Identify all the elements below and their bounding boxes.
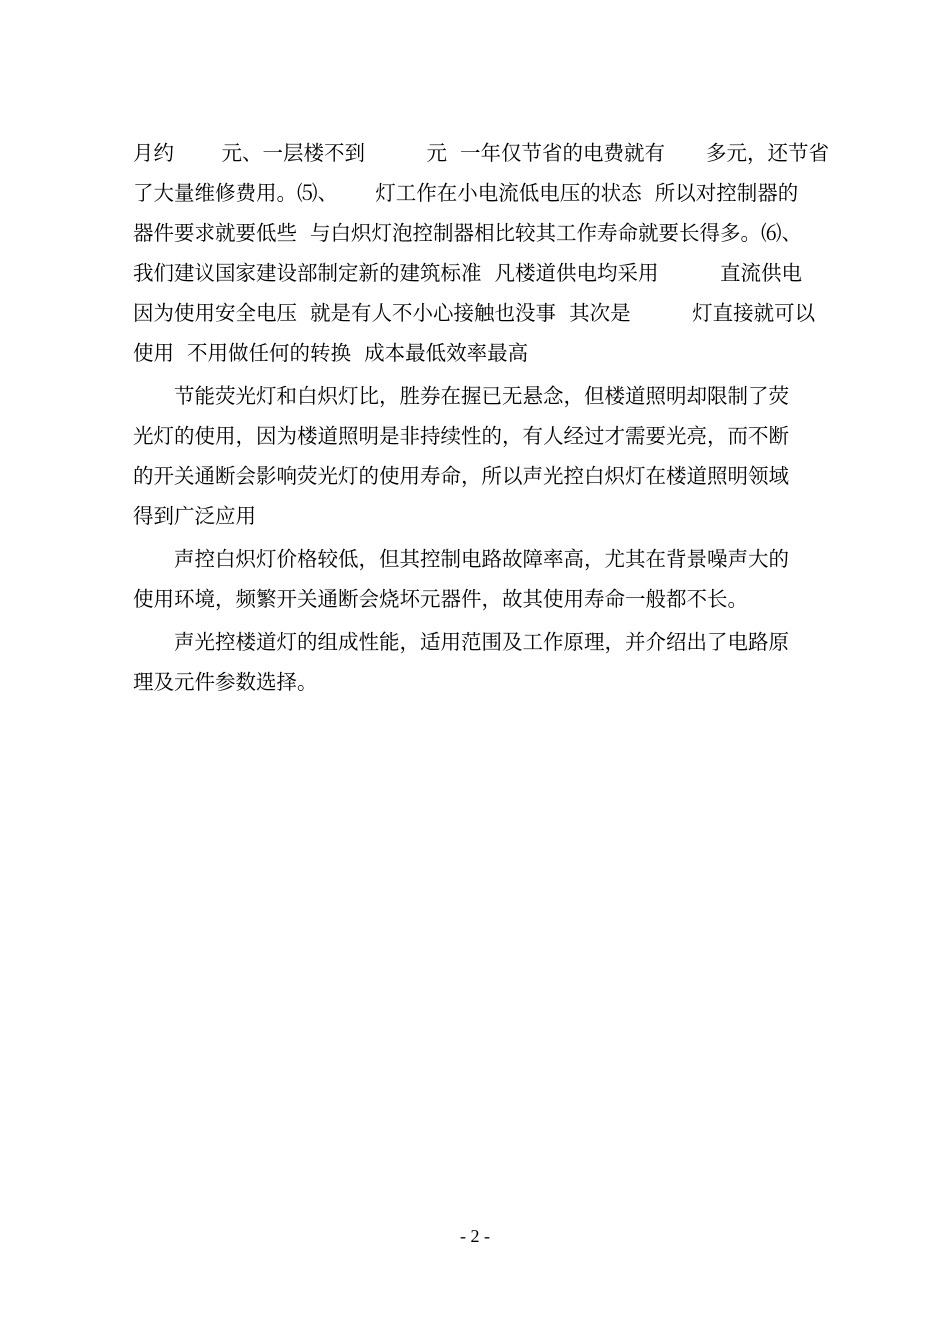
text-line: 了大量维修费用。⑸、 灯工作在小电流低电压的状态 所以对控制器的 xyxy=(133,181,799,205)
body-text xyxy=(133,133,849,702)
text-line: 声光控楼道灯的组成性能，适用范围及工作原理，并介绍出了电路原 xyxy=(133,630,789,654)
paragraph-4 xyxy=(133,622,849,702)
text-line: 我们建议国家建设部制定新的建筑标准 凡楼道供电均采用 直流供电 xyxy=(133,261,803,285)
text-line: 理及元件参数选择。 xyxy=(133,670,318,694)
text-line: 因为使用安全电压 就是有人不小心接触也没事 其次是 灯直接就可以 xyxy=(133,301,816,325)
text-line: 使用 不用做任何的转换 成本最低效率最高 xyxy=(133,341,529,365)
text-line: 器件要求就要低些 与白炽灯泡控制器相比较其工作寿命就要长得多。⑹、 xyxy=(133,221,803,245)
page-number: - 2 - xyxy=(460,1226,490,1246)
text-line: 声控白炽灯价格较低，但其控制电路故障率高，尤其在背景噪声大的 xyxy=(133,547,789,571)
text-line: 节能荧光灯和白炽灯比，胜券在握已无悬念，但楼道照明却限制了荧 xyxy=(133,384,789,408)
paragraph-2 xyxy=(133,376,849,536)
text-line: 的开关通断会影响荧光灯的使用寿命，所以声光控白炽灯在楼道照明领域 xyxy=(133,464,789,488)
paragraph-3 xyxy=(133,539,849,619)
text-line: 得到广泛应用 xyxy=(133,504,256,528)
text-line: 月约 元、一层楼不到 元 一年仅节省的电费就有 多元，还节省 xyxy=(133,141,830,165)
text-line: 光灯的使用，因为楼道照明是非持续性的，有人经过才需要光亮，而不断 xyxy=(133,424,789,448)
text-line: 使用环境，频繁开关通断会烧坏元器件，故其使用寿命一般都不长。 xyxy=(133,587,748,611)
paragraph-1 xyxy=(133,133,849,373)
